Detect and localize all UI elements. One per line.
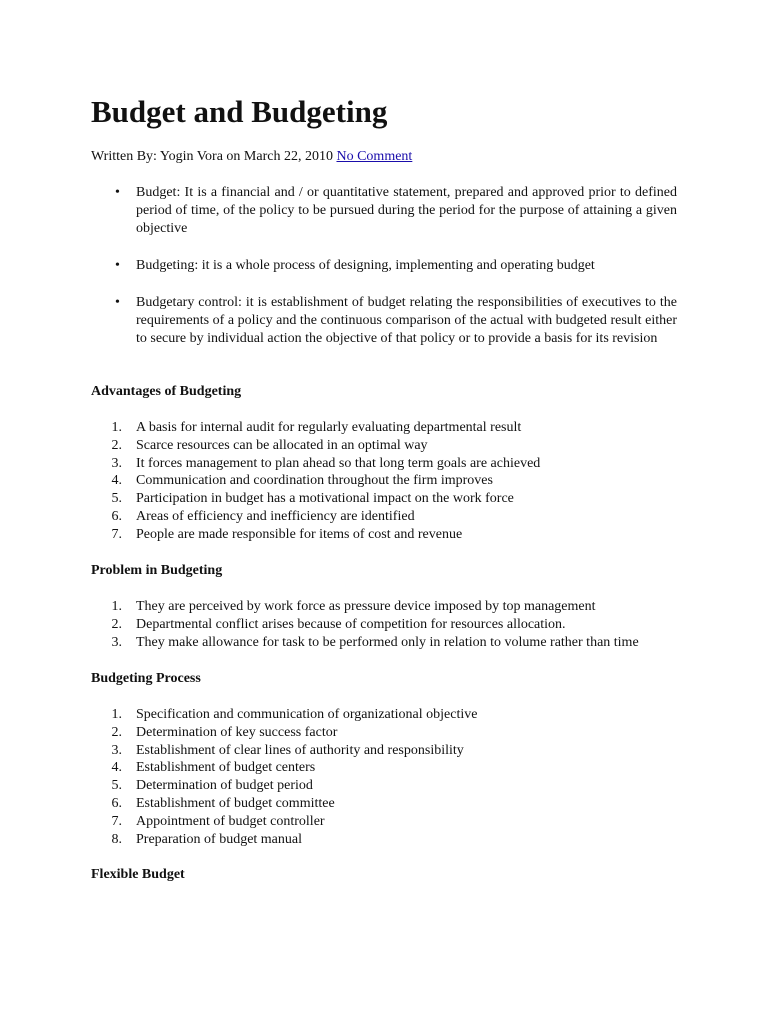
list-item: 2. Departmental conflict arises because of competition for resources allocation.	[111, 616, 566, 632]
section-heading-flexible-budget: Flexible Budget	[91, 867, 185, 882]
page-title: Budget and Budgeting	[91, 94, 388, 129]
list-item: 6. Areas of efficiency and inefficiency are identified	[111, 508, 415, 524]
definition-budgeting: Budgeting: it is a whole process of designing, implementing and operating budget	[136, 258, 595, 273]
list-item: 4. Communication and coordination throughout the firm improves	[111, 473, 493, 489]
list-item: 3. Establishment of clear lines of authority and responsibility	[111, 742, 464, 758]
list-item	[91, 184, 677, 238]
bullet-marker: •	[115, 295, 120, 310]
list-item: 1. A basis for internal audit for regularly evaluating departmental result	[111, 420, 522, 435]
definitions-list	[91, 184, 677, 238]
list-item: 2. Determination of key success factor	[111, 724, 338, 740]
list-item: 1. Specification and communication of organizational objective	[111, 707, 478, 722]
list-item: 5. Determination of budget period	[111, 778, 313, 794]
list-item: 6. Establishment of budget committee	[111, 795, 335, 811]
list-item: 7. Appointment of budget controller	[111, 813, 325, 829]
advantages-list	[91, 419, 691, 544]
definition-budget: Budget: It is a financial and / or quantitative statement, prepared and approved prior to defined period of time, of the policy to be pursued during the period for the purpose of attaining a given objective	[136, 185, 677, 236]
list-item	[91, 294, 677, 348]
bullet-marker: •	[115, 258, 120, 273]
list-item: 1. They are perceived by work force as pressure device imposed by top management	[111, 599, 596, 614]
list-item: 3. They make allowance for task to be performed only in relation to volume rather than time	[111, 634, 639, 650]
definitions-list	[91, 257, 677, 275]
list-item: 7. People are made responsible for items of cost and revenue	[111, 526, 463, 542]
bullet-marker: •	[115, 185, 120, 200]
no-comment-link[interactable]: No Comment	[336, 149, 413, 164]
list-item: 8. Preparation of budget manual	[111, 831, 303, 847]
list-item: 2. Scarce resources can be allocated in an optimal way	[111, 437, 428, 453]
section-heading-problems: Problem in Budgeting	[91, 563, 223, 578]
list-item: 4. Establishment of budget centers	[111, 760, 316, 776]
byline-author-date: Written By: Yogin Vora on March 22, 2010	[91, 149, 337, 164]
list-item: 3. It forces management to plan ahead so that long term goals are achieved	[111, 455, 541, 471]
section-heading-advantages: Advantages of Budgeting	[91, 384, 242, 399]
process-list	[91, 706, 691, 848]
list-item	[91, 257, 677, 275]
definition-budgetary-control: Budgetary control: it is establishment of budget relating the responsibilities of executives to the requirements of a policy and the continuous comparison of the actual with budgeted result either to secure by individual action the objective of that policy or to provide a basis for its revision	[136, 295, 677, 346]
section-heading-process: Budgeting Process	[91, 671, 201, 686]
list-item: 5. Participation in budget has a motivational impact on the work force	[111, 491, 514, 507]
problems-list	[91, 598, 691, 651]
byline	[91, 148, 412, 166]
definitions-list	[91, 294, 677, 348]
